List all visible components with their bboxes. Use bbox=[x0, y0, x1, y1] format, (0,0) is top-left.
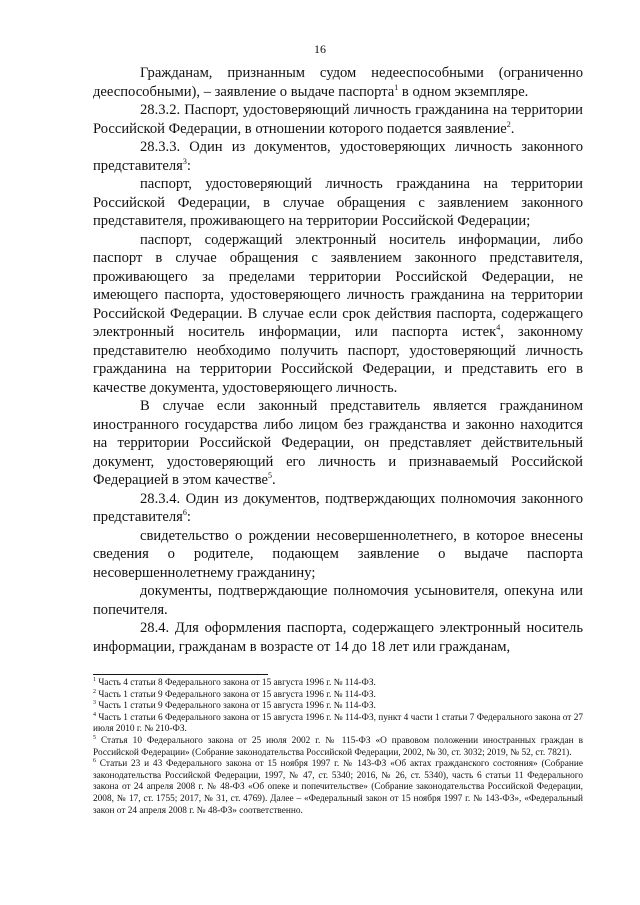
footnote-ref-2[interactable]: 2 bbox=[506, 119, 511, 129]
footnote-2: $^2$ Часть 1 статьи 9 Федерального закона от 15 августа 1996 г. № 114-ФЗ. bbox=[93, 688, 376, 700]
footnote-ref-5[interactable]: 5 bbox=[268, 471, 273, 481]
footnote-1: $^1$ Часть 4 статьи 8 Федерального закона от 15 августа 1996 г. № 114-ФЗ. bbox=[93, 676, 376, 688]
paragraph-28-3-2: 28.3.2. Паспорт, удостоверяющий личность гражданина на территории Российской Федерации, в отношении которого подается заявление$^2$. bbox=[93, 102, 583, 137]
paragraph-passport-resident: паспорт, удостоверяющий личность гражданина на территории Российской Федерации, в случае обращения с заявлением законного представителя, проживающего на территории Российской Федерации; bbox=[93, 176, 583, 229]
footnote-ref-1[interactable]: 1 bbox=[394, 82, 399, 92]
footnote-5: $^5$ Статья 10 Федерального закона от 25 июля 2002 г. № 115-ФЗ «О правовом положении иностранных граждан в Российской Федерации» (Собрание законодательства Российской Федерации, 2002, № 30, ст. 3032; 2019, № 52, ст. 7821). bbox=[93, 734, 583, 758]
footnote-ref-3[interactable]: 3 bbox=[182, 156, 187, 166]
body-text bbox=[93, 64, 583, 656]
footnote-6: $^6$ Статьи 23 и 43 Федерального закона от 15 ноября 1997 г. № 143-ФЗ «Об актах гражданского состояния» (Собрание законодательства Российской Федерации, 1997, № 47, ст. 5340; 2016, № 26, ст. 5340), часть 6 статьи 11 Федерального закона от 24 апреля 2008 г. № 48-ФЗ «Об опеке и попечительстве» (Собрание законодательства Российской Федерации, 2008, № 17, ст. 1755; 2017, № 31, ст. 4769). Далее – «Федеральный закон от 15 ноября 1997 г. № 143-ФЗ», «Федеральный закон от 24 апреля 2008 г. № 48-ФЗ» соответственно. bbox=[93, 758, 583, 816]
footnotes bbox=[93, 678, 583, 817]
paragraph-28-3-3: 28.3.3. Один из документов, удостоверяющих личность законного представителя$^3$: bbox=[93, 139, 583, 174]
paragraph-1: Гражданам, признанным судом недееспособными (ограниченно дееспособными), – заявление о выдаче паспорта$^1$ в одном экземпляре. bbox=[93, 65, 583, 100]
footnote-3: $^3$ Часть 1 статьи 9 Федерального закона от 15 августа 1996 г. № 114-ФЗ. bbox=[93, 700, 376, 712]
footnote-ref-6[interactable]: 6 bbox=[182, 508, 187, 518]
paragraph-guardian-documents: документы, подтверждающие полномочия усыновителя, опекуна или попечителя. bbox=[93, 583, 583, 618]
paragraph-foreign-representative: В случае если законный представитель является гражданином иностранного государства либо лицом без гражданства и законно находится на территории Российской Федерации, он представляет действительный документ, удостоверяющий его личность и признаваемый Российской Федерацией в этом качестве$^5$. bbox=[93, 398, 583, 488]
paragraph-birth-certificate: свидетельство о рождении несовершеннолетнего, в которое внесены сведения о родителе, подающем заявление о выдаче паспорта несовершеннолетнему гражданину; bbox=[93, 527, 583, 581]
paragraph-28-4: 28.4. Для оформления паспорта, содержащего электронный носитель информации, гражданам в возрасте от 14 до 18 лет или гражданам, bbox=[93, 620, 583, 655]
footnote-4: $^4$ Часть 1 статьи 6 Федерального закона от 15 августа 1996 г. № 114-ФЗ, пункт 4 части 1 статьи 7 Федерального закона от 27 июля 2010 г. № 210-ФЗ. bbox=[93, 711, 583, 735]
paragraph-28-3-4: 28.3.4. Один из документов, подтверждающих полномочия законного представителя$^6$: bbox=[93, 490, 583, 525]
footnote-ref-4[interactable]: 4 bbox=[496, 323, 501, 333]
footnote-separator bbox=[93, 674, 268, 675]
paragraph-passport-abroad: паспорт, содержащий электронный носитель информации, либо паспорт в случае обращения с заявлением законного представителя, проживающего за пределами территории Российской Федерации, не имеющего паспорта, удостоверяющего личность гражданина на территории Российской Федерации. В случае если срок действия паспорта, содержащего электронный носитель информации, или паспорта истек$^4$, законному представителю необходимо получить паспорт, удостоверяющий личность гражданина на территории Российской Федерации, и представить его в качестве документа, удостоверяющего личность. bbox=[93, 231, 583, 396]
page-number: 16 bbox=[314, 42, 326, 56]
